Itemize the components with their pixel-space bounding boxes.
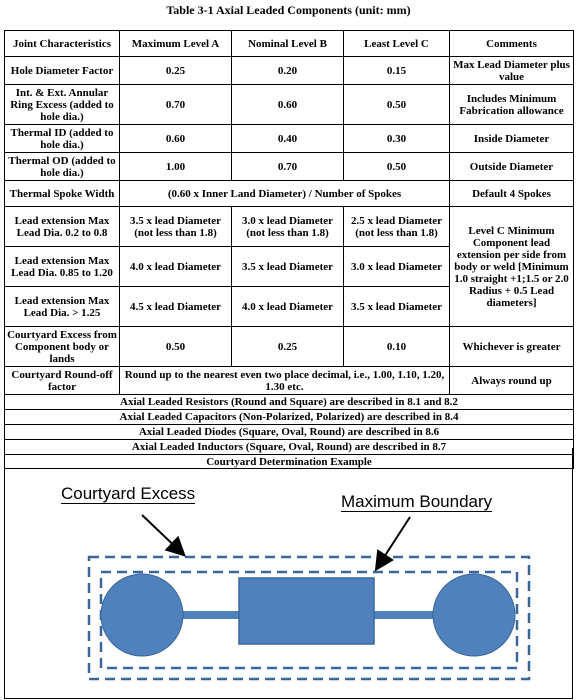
table-row (5, 327, 574, 367)
cell-comment: Inside Diameter (450, 125, 574, 153)
lead-extension-comment: Level C Minimum Component lead extension per side from body or weld [Minimum 1.0 straight +1;1.5 or 2.0 Radius + 0.5 Lead diameters] (450, 207, 574, 327)
cell-level-a: 0.25 (120, 57, 232, 85)
cell-level-c: 0.30 (344, 125, 450, 153)
right-land (433, 574, 515, 656)
table-row (5, 181, 574, 207)
courtyard-excess-label: Courtyard Excess (61, 484, 196, 503)
cell-level-b: 0.60 (232, 85, 344, 125)
cell-level-b: 0.20 (232, 57, 344, 85)
row-label: Hole Diameter Factor (5, 57, 120, 85)
note-capacitors: Axial Leaded Capacitors (Non-Polarized, Polarized) are described in 8.4 (5, 410, 574, 425)
header-level-c: Least Level C (344, 31, 450, 57)
row-label: Courtyard Round-off factor (5, 367, 120, 395)
note-row (5, 395, 574, 410)
header-level-a: Maximum Level A (120, 31, 232, 57)
left-land (101, 574, 183, 656)
cell-level-c: 2.5 x lead Diameter (not less than 1.8) (344, 207, 450, 247)
cell-level-b: 3.0 x lead Diameter (not less than 1.8) (232, 207, 344, 247)
cell-level-a: 0.70 (120, 85, 232, 125)
cell-level-c: 3.0 x lead Diameter (344, 247, 450, 287)
cell-level-c: 3.5 x lead Diameter (344, 287, 450, 327)
cell-comment: Outside Diameter (450, 153, 574, 181)
cell-comment: Always round up (450, 367, 574, 395)
table-row (5, 367, 574, 395)
boundary-arrow (377, 517, 410, 568)
row-label: Lead extension Max Lead Dia. 0.85 to 1.20 (5, 247, 120, 287)
cell-level-c: 0.15 (344, 57, 450, 85)
note-resistors: Axial Leaded Resistors (Round and Square) are described in 8.1 and 8.2 (5, 395, 574, 410)
cell-level-a: 3.5 x lead Diameter (not less than 1.8) (120, 207, 232, 247)
row-label: Int. & Ext. Annular Ring Excess (added to hole dia.) (5, 85, 120, 125)
table-row (5, 153, 574, 181)
row-label: Lead extension Max Lead Dia. 0.2 to 0.8 (5, 207, 120, 247)
row-label: Courtyard Excess from Component body or lands (5, 327, 120, 367)
row-label: Thermal OD (added to hole dia.) (5, 153, 120, 181)
table-title: Table 3-1 Axial Leaded Components (unit: mm) (166, 3, 411, 17)
courtyard-diagram (4, 448, 573, 699)
cell-level-a: 1.00 (120, 153, 232, 181)
cell-level-b: 4.0 x lead Diameter (232, 287, 344, 327)
cell-level-a: 4.5 x lead Diameter (120, 287, 232, 327)
note-row (5, 425, 574, 440)
cell-comment: Max Lead Diameter plus value (450, 57, 574, 85)
courtyard-arrow (142, 515, 183, 554)
component-body (239, 578, 374, 644)
cell-comment: Default 4 Spokes (450, 181, 574, 207)
cell-level-a: 4.0 x lead Diameter (120, 247, 232, 287)
row-label: Lead extension Max Lead Dia. > 1.25 (5, 287, 120, 327)
note-inductors: Axial Leaded Inductors (Square, Oval, Round) are described in 8.7 (5, 440, 574, 455)
table-row (5, 207, 574, 247)
merged-roundoff-cell: Round up to the nearest even two place decimal, i.e., 1.00, 1.10, 1.20, 1.30 etc. (120, 367, 450, 395)
cell-comment: Includes Minimum Fabrication allowance (450, 85, 574, 125)
table-row (5, 125, 574, 153)
cell-level-b: 0.40 (232, 125, 344, 153)
header-row (5, 31, 574, 57)
cell-level-a: 0.50 (120, 327, 232, 367)
cell-level-c: 0.50 (344, 85, 450, 125)
cell-level-c: 0.50 (344, 153, 450, 181)
table-row (5, 57, 574, 85)
cell-level-a: 0.60 (120, 125, 232, 153)
components-table (4, 30, 574, 469)
row-label: Thermal Spoke Width (5, 181, 120, 207)
row-label: Thermal ID (added to hole dia.) (5, 125, 120, 153)
cell-level-c: 0.10 (344, 327, 450, 367)
header-comments: Comments (450, 31, 574, 57)
header-level-b: Nominal Level B (232, 31, 344, 57)
cell-level-b: 0.25 (232, 327, 344, 367)
cell-level-b: 0.70 (232, 153, 344, 181)
merged-formula-cell: (0.60 x Inner Land Diameter) / Number of Spokes (120, 181, 450, 207)
cell-level-b: 3.5 x lead Diameter (232, 247, 344, 287)
table-row (5, 85, 574, 125)
maximum-boundary-label: Maximum Boundary (341, 492, 493, 511)
note-row (5, 410, 574, 425)
example-title: Courtyard Determination Example (5, 455, 574, 469)
header-joint: Joint Characteristics (5, 31, 120, 57)
cell-comment: Whichever is greater (450, 327, 574, 367)
note-diodes: Axial Leaded Diodes (Square, Oval, Round) are described in 8.6 (5, 425, 574, 440)
